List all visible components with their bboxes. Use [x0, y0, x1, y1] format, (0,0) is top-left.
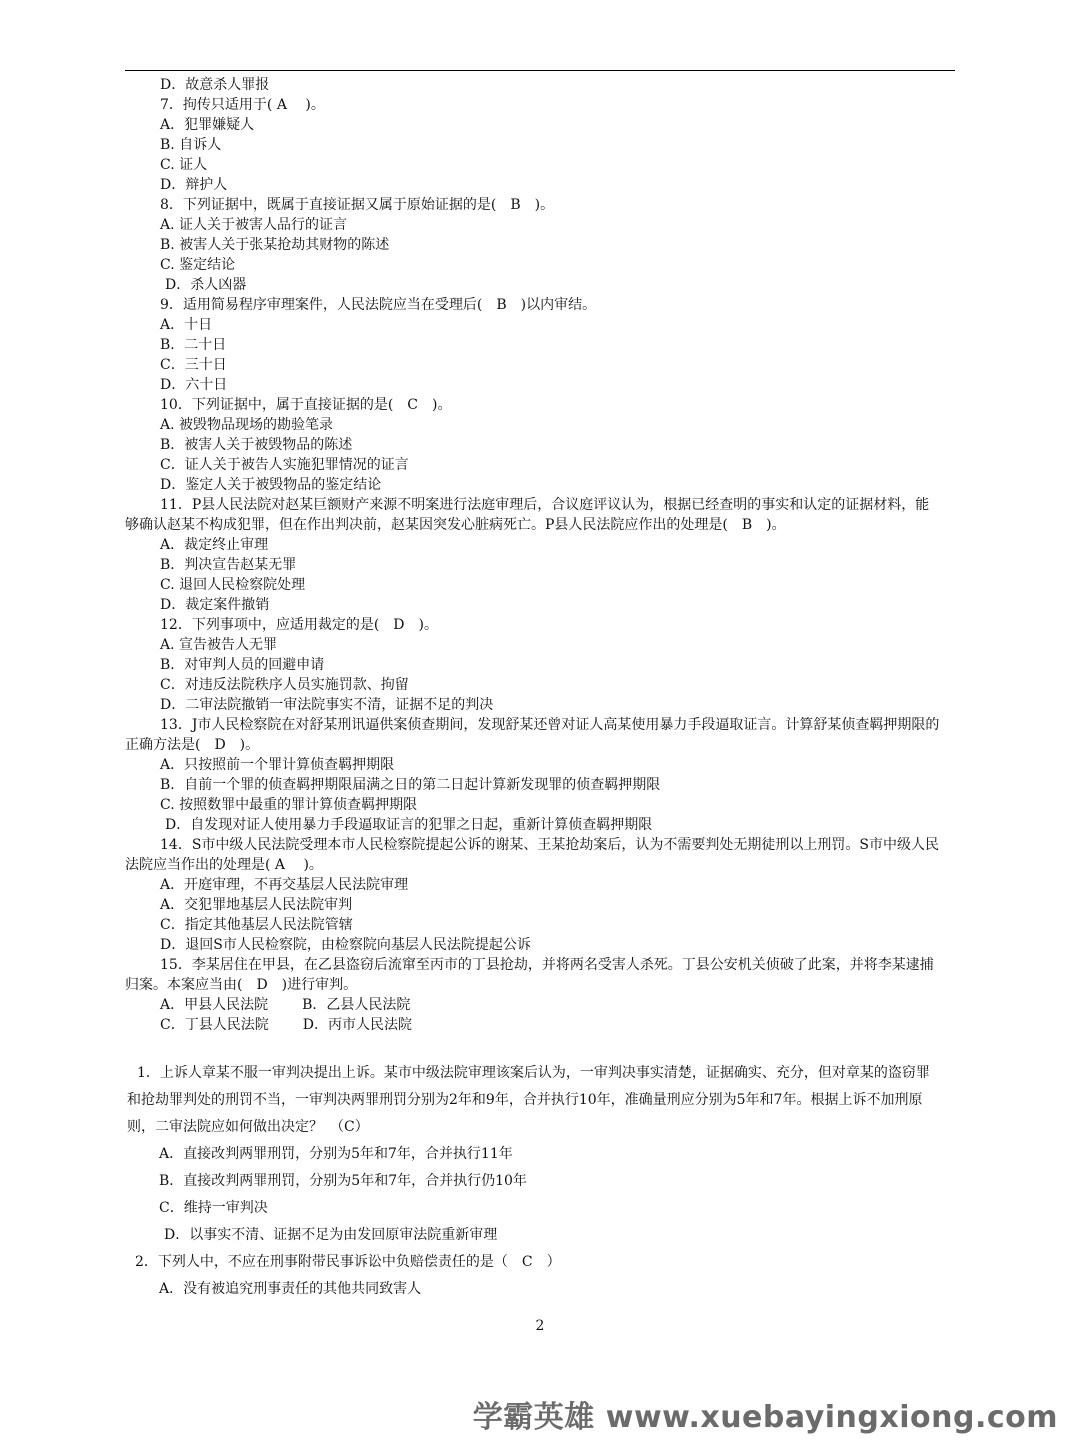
site-watermark: 学霸英雄 www.xuebayingxiong.com: [472, 1400, 1058, 1435]
option-b: B．乙县人民法院: [302, 997, 411, 1013]
option-a: A．甲县人民法院: [160, 997, 269, 1013]
text-line: B．判决宣告赵某无罪: [160, 557, 297, 573]
text-line: A．没有被追究刑事责任的其他共同致害人: [159, 1281, 422, 1297]
text-line: D．六十日: [160, 377, 228, 393]
text-line: A．裁定终止审理: [160, 537, 269, 553]
text-line: C．维持一审判决: [159, 1200, 268, 1216]
text-line: B. 自诉人: [160, 137, 222, 153]
text-line: 14．S市中级人民法院受理本市人民检察院提起公诉的谢某、王某抢劫案后，认为不需要判处无期徒刑以上刑罚。S市中级人民法院应当作出的处理是( A )。: [125, 837, 939, 873]
text-line: A. 宣告被告人无罪: [160, 637, 278, 653]
text-line: 13．J市人民检察院在对舒某刑讯逼供案侦查期间，发现舒某还曾对证人高某使用暴力手段逼取证言。计算舒某侦查羁押期限的正确方法是( D )。: [125, 717, 940, 753]
text-line: D．二审法院撤销一审法院事实不清，证据不足的判决: [160, 697, 494, 713]
text-line: 2．下列人中，不应在刑事附带民事诉讼中负赔偿责任的是（ C ）: [135, 1254, 561, 1270]
text-line: A．犯罪嫌疑人: [160, 117, 255, 133]
text-line: C．指定其他基层人民法院管辖: [160, 917, 353, 933]
text-line: B．二十日: [160, 337, 227, 353]
text-line: C. 按照数罪中最重的罪计算侦查羁押期限: [160, 797, 418, 813]
text-line: B．自前一个罪的侦查羁押期限届满之日的第二日起计算新发现罪的侦查羁押期限: [160, 777, 661, 793]
text-line: C. 退回人民检察院处理: [160, 577, 306, 593]
questions-block-1: [125, 75, 955, 1035]
text-line: A．十日: [160, 317, 213, 333]
text-line: C．证人关于被告人实施犯罪情况的证言: [160, 457, 409, 473]
answer-pair-row: [125, 995, 955, 1015]
text-line: D．以事实不清、证据不足为由发回原审法院重新审理: [164, 1227, 498, 1243]
text-line: 15．李某居住在甲县，在乙县盗窃后流窜至丙市的丁县抢劫，并将两名受害人杀死。丁县公安机关侦破了此案，并将李某逮捕归案。本案应当由( D )进行审判。: [125, 957, 934, 993]
text-line: A. 被毁物品现场的勘验笔录: [160, 417, 334, 433]
text-line: A．开庭审理，不再交基层人民法院审理: [160, 877, 409, 893]
questions-block-2: [127, 1060, 947, 1303]
text-line: A. 证人关于被害人品行的证言: [160, 217, 348, 233]
text-line: D．退回S市人民检察院，由检察院向基层人民法院提起公诉: [160, 937, 531, 953]
text-line: D．杀人凶器: [165, 277, 247, 293]
text-line: A．交犯罪地基层人民法院审判: [160, 897, 353, 913]
text-line: B．直接改判两罪刑罚，分别为5年和7年，合并执行仍10年: [159, 1173, 527, 1189]
text-line: D．辩护人: [160, 177, 228, 193]
answer-pair-row: [125, 1015, 955, 1035]
page-number: 2: [535, 1318, 545, 1334]
option-d: D．丙市人民法院: [302, 1017, 412, 1033]
text-line: D．鉴定人关于被毁物品的鉴定结论: [160, 477, 382, 493]
text-line: A．直接改判两罪刑罚，分别为5年和7年，合并执行11年: [159, 1146, 513, 1162]
text-line: 12．下列事项中，应适用裁定的是( D )。: [160, 617, 438, 633]
text-line: 1．上诉人章某不服一审判决提出上诉。某市中级法院审理该案后认为，一审判决事实清楚，证据确实、充分，但对章某的盗窃罪和抢劫罪判处的刑罚不当，一审判决两罪刑罚分别为2年和9年，合并执行10年，准确量刑应分别为5年和7年。根据上诉不加刑原则，二审法院应如何做出决定？ （C）: [127, 1065, 930, 1135]
option-c: C．丁县人民法院: [160, 1017, 269, 1033]
text-line: B．对审判人员的回避申请: [160, 657, 325, 673]
text-line: 7．拘传只适用于( A )。: [160, 97, 325, 113]
text-line: B．被害人关于被毁物品的陈述: [160, 437, 353, 453]
text-line: D．自发现对证人使用暴力手段逼取证言的犯罪之日起，重新计算侦查羁押期限: [165, 817, 653, 833]
text-line: A．只按照前一个罪计算侦查羁押期限: [160, 757, 395, 773]
text-line: C. 鉴定结论: [160, 257, 236, 273]
text-line: 9．适用简易程序审理案件，人民法院应当在受理后( B )以内审结。: [160, 297, 597, 313]
header-rule: [125, 70, 955, 71]
text-line: C．对违反法院秩序人员实施罚款、拘留: [160, 677, 409, 693]
text-line: D．裁定案件撤销: [160, 597, 270, 613]
text-line: C．三十日: [160, 357, 227, 373]
text-line: C. 证人: [160, 157, 208, 173]
text-line: 11．P县人民法院对赵某巨额财产来源不明案进行法庭审理后，合议庭评议认为，根据已经查明的事实和认定的证据材料，能够确认赵某不构成犯罪，但在作出判决前，赵某因突发心脏病死亡。P县人民法院应作出的处理是( B )。: [125, 497, 930, 533]
text-line: 10．下列证据中，属于直接证据的是( C )。: [160, 397, 452, 413]
text-line: 8．下列证据中，既属于直接证据又属于原始证据的是( B )。: [160, 197, 555, 213]
text-line: D．故意杀人罪报: [160, 77, 270, 93]
text-line: B. 被害人关于张某抢劫其财物的陈述: [160, 237, 390, 253]
